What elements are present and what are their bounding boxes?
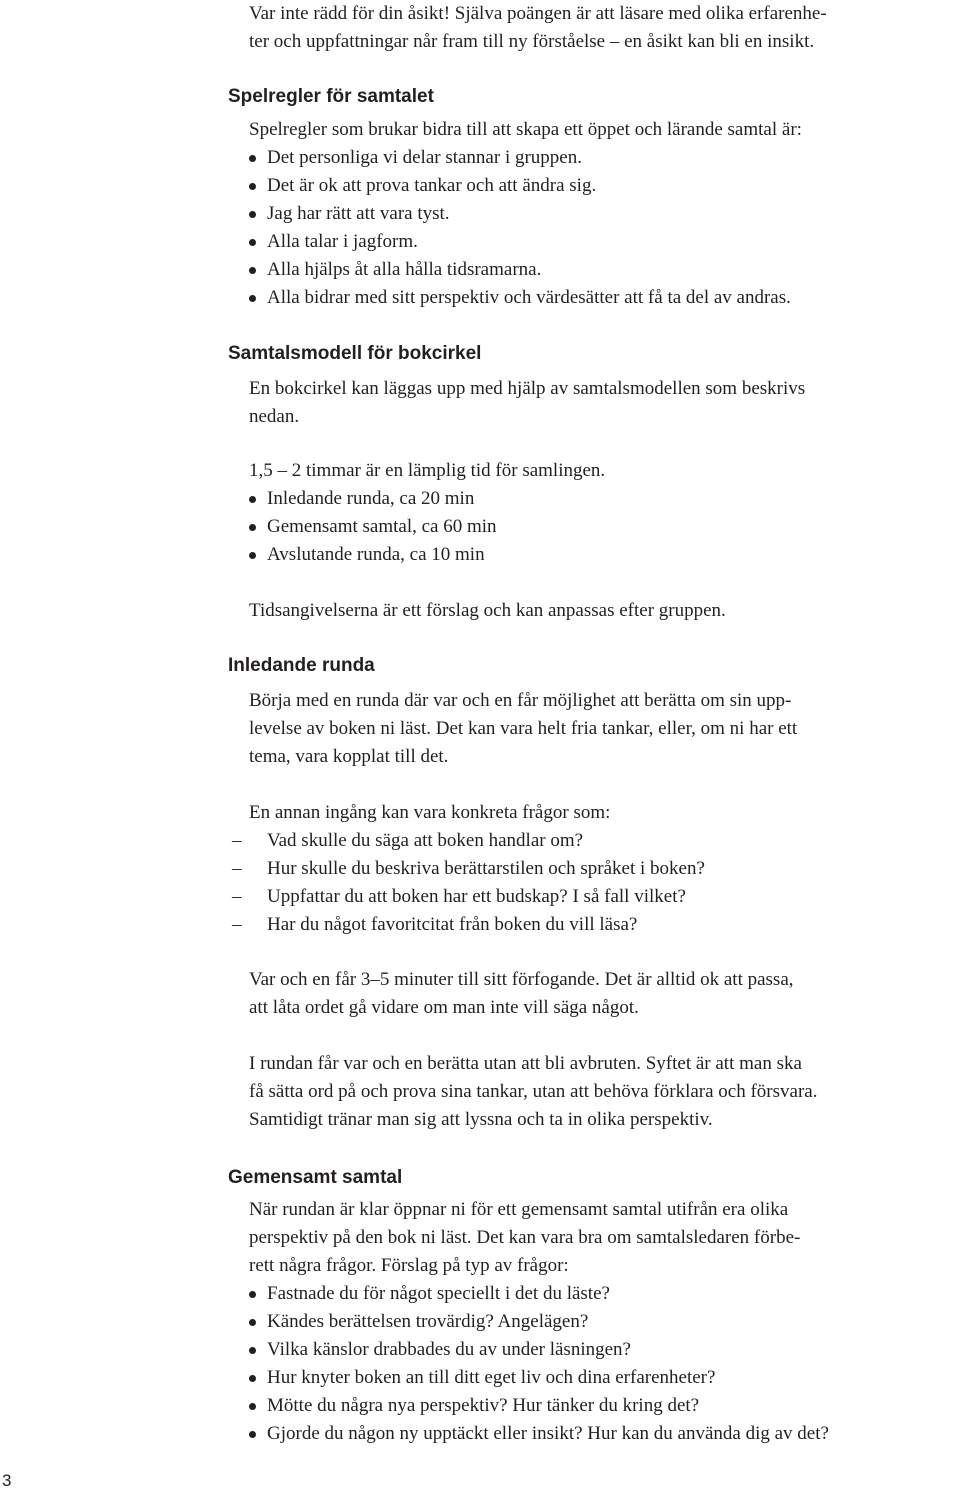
section-heading-samtalsmodell: Samtalsmodell för bokcirkel (228, 343, 482, 364)
list-item: Hur knyter boken an till ditt eget liv och dina erfarenheter? (228, 1364, 956, 1392)
list-item: – Vad skulle du säga att boken handlar om? (228, 827, 956, 855)
spelregler-list (228, 144, 956, 312)
text-line: levelse av boken ni läst. Det kan vara helt fria tankar, eller, om ni har ett (249, 718, 798, 739)
inledande-paragraph-3 (249, 966, 946, 1022)
spelregler-intro: Spelregler som brukar bidra till att skapa ett öppet och lärande samtal är: (249, 119, 802, 140)
list-item: Vilka känslor drabbades du av under läsningen? (228, 1336, 956, 1364)
inledande-paragraph-4 (249, 1050, 946, 1134)
text-line: få sätta ord på och prova sina tankar, utan att behöva förklara och försvara. (249, 1081, 818, 1102)
subheading-gemensamt-samtal: Gemensamt samtal (228, 1167, 403, 1188)
list-item: – Hur skulle du beskriva berättarstilen och språket i boken? (228, 855, 956, 883)
time-intro: 1,5 – 2 timmar är en lämplig tid för samlingen. (249, 460, 606, 481)
list-item: – Har du något favoritcitat från boken du vill läsa? (228, 911, 956, 939)
samtalsmodell-paragraph (249, 375, 946, 431)
gemensamt-paragraph (249, 1196, 946, 1280)
intro-paragraph (249, 0, 946, 56)
list-item: Avslutande runda, ca 10 min (228, 541, 956, 569)
list-item: Inledande runda, ca 20 min (228, 485, 956, 513)
inledande-paragraph-2: En annan ingång kan vara konkreta frågor som: (249, 802, 611, 823)
section-heading-spelregler: Spelregler för samtalet (228, 86, 434, 107)
list-item: Mötte du några nya perspektiv? Hur tänker du kring det? (228, 1392, 956, 1420)
list-item: Alla talar i jagform. (228, 228, 956, 256)
list-item: Det personliga vi delar stannar i gruppen. (228, 144, 956, 172)
list-item: – Uppfattar du att boken har ett budskap? I så fall vilket? (228, 883, 956, 911)
list-item: Gjorde du någon ny upptäckt eller insikt? Hur kan du använda dig av det? (228, 1420, 956, 1448)
text-line: När rundan är klar öppnar ni för ett gemensamt samtal utifrån era olika (249, 1199, 789, 1220)
list-item: Kändes berättelsen trovärdig? Angelägen? (228, 1308, 956, 1336)
list-item: Alla hjälps åt alla hålla tidsramarna. (228, 256, 956, 284)
gemensamt-questions (228, 1280, 956, 1448)
time-note: Tidsangivelserna är ett förslag och kan anpassas efter gruppen. (249, 600, 726, 621)
page-number: 3 (2, 1471, 12, 1490)
schedule-list (228, 485, 956, 569)
list-item: Det är ok att prova tankar och att ändra sig. (228, 172, 956, 200)
inledande-questions (228, 827, 956, 939)
text-line: Samtidigt tränar man sig att lyssna och ta in olika perspektiv. (249, 1109, 713, 1130)
text-line: tema, vara kopplat till det. (249, 746, 449, 767)
list-item: Alla bidrar med sitt perspektiv och värdesätter att få ta del av andras. (228, 284, 956, 312)
subheading-inledande-runda: Inledande runda (228, 655, 375, 676)
inledande-paragraph-1 (249, 687, 946, 771)
text-line: I rundan får var och en berätta utan att bli avbruten. Syftet är att man ska (249, 1053, 802, 1074)
intro-line: Var inte rädd för din åsikt! Själva poängen är att läsare med olika erfarenhe- (249, 3, 827, 24)
list-item: Jag har rätt att vara tyst. (228, 200, 956, 228)
list-item: Gemensamt samtal, ca 60 min (228, 513, 956, 541)
text-line: rett några frågor. Förslag på typ av frågor: (249, 1255, 569, 1276)
text-line: nedan. (249, 406, 300, 427)
list-item: Fastnade du för något speciellt i det du läste? (228, 1280, 956, 1308)
text-line: En bokcirkel kan läggas upp med hjälp av samtalsmodellen som beskrivs (249, 378, 806, 399)
text-line: Var och en får 3–5 minuter till sitt förfogande. Det är alltid ok att passa, (249, 969, 794, 990)
intro-line: ter och uppfattningar når fram till ny förståelse – en åsikt kan bli en insikt. (249, 31, 815, 52)
text-line: perspektiv på den bok ni läst. Det kan vara bra om samtalsledaren förbe- (249, 1227, 801, 1248)
text-line: att låta ordet gå vidare om man inte vill säga något. (249, 997, 639, 1018)
text-line: Börja med en runda där var och en får möjlighet att berätta om sin upp- (249, 690, 792, 711)
